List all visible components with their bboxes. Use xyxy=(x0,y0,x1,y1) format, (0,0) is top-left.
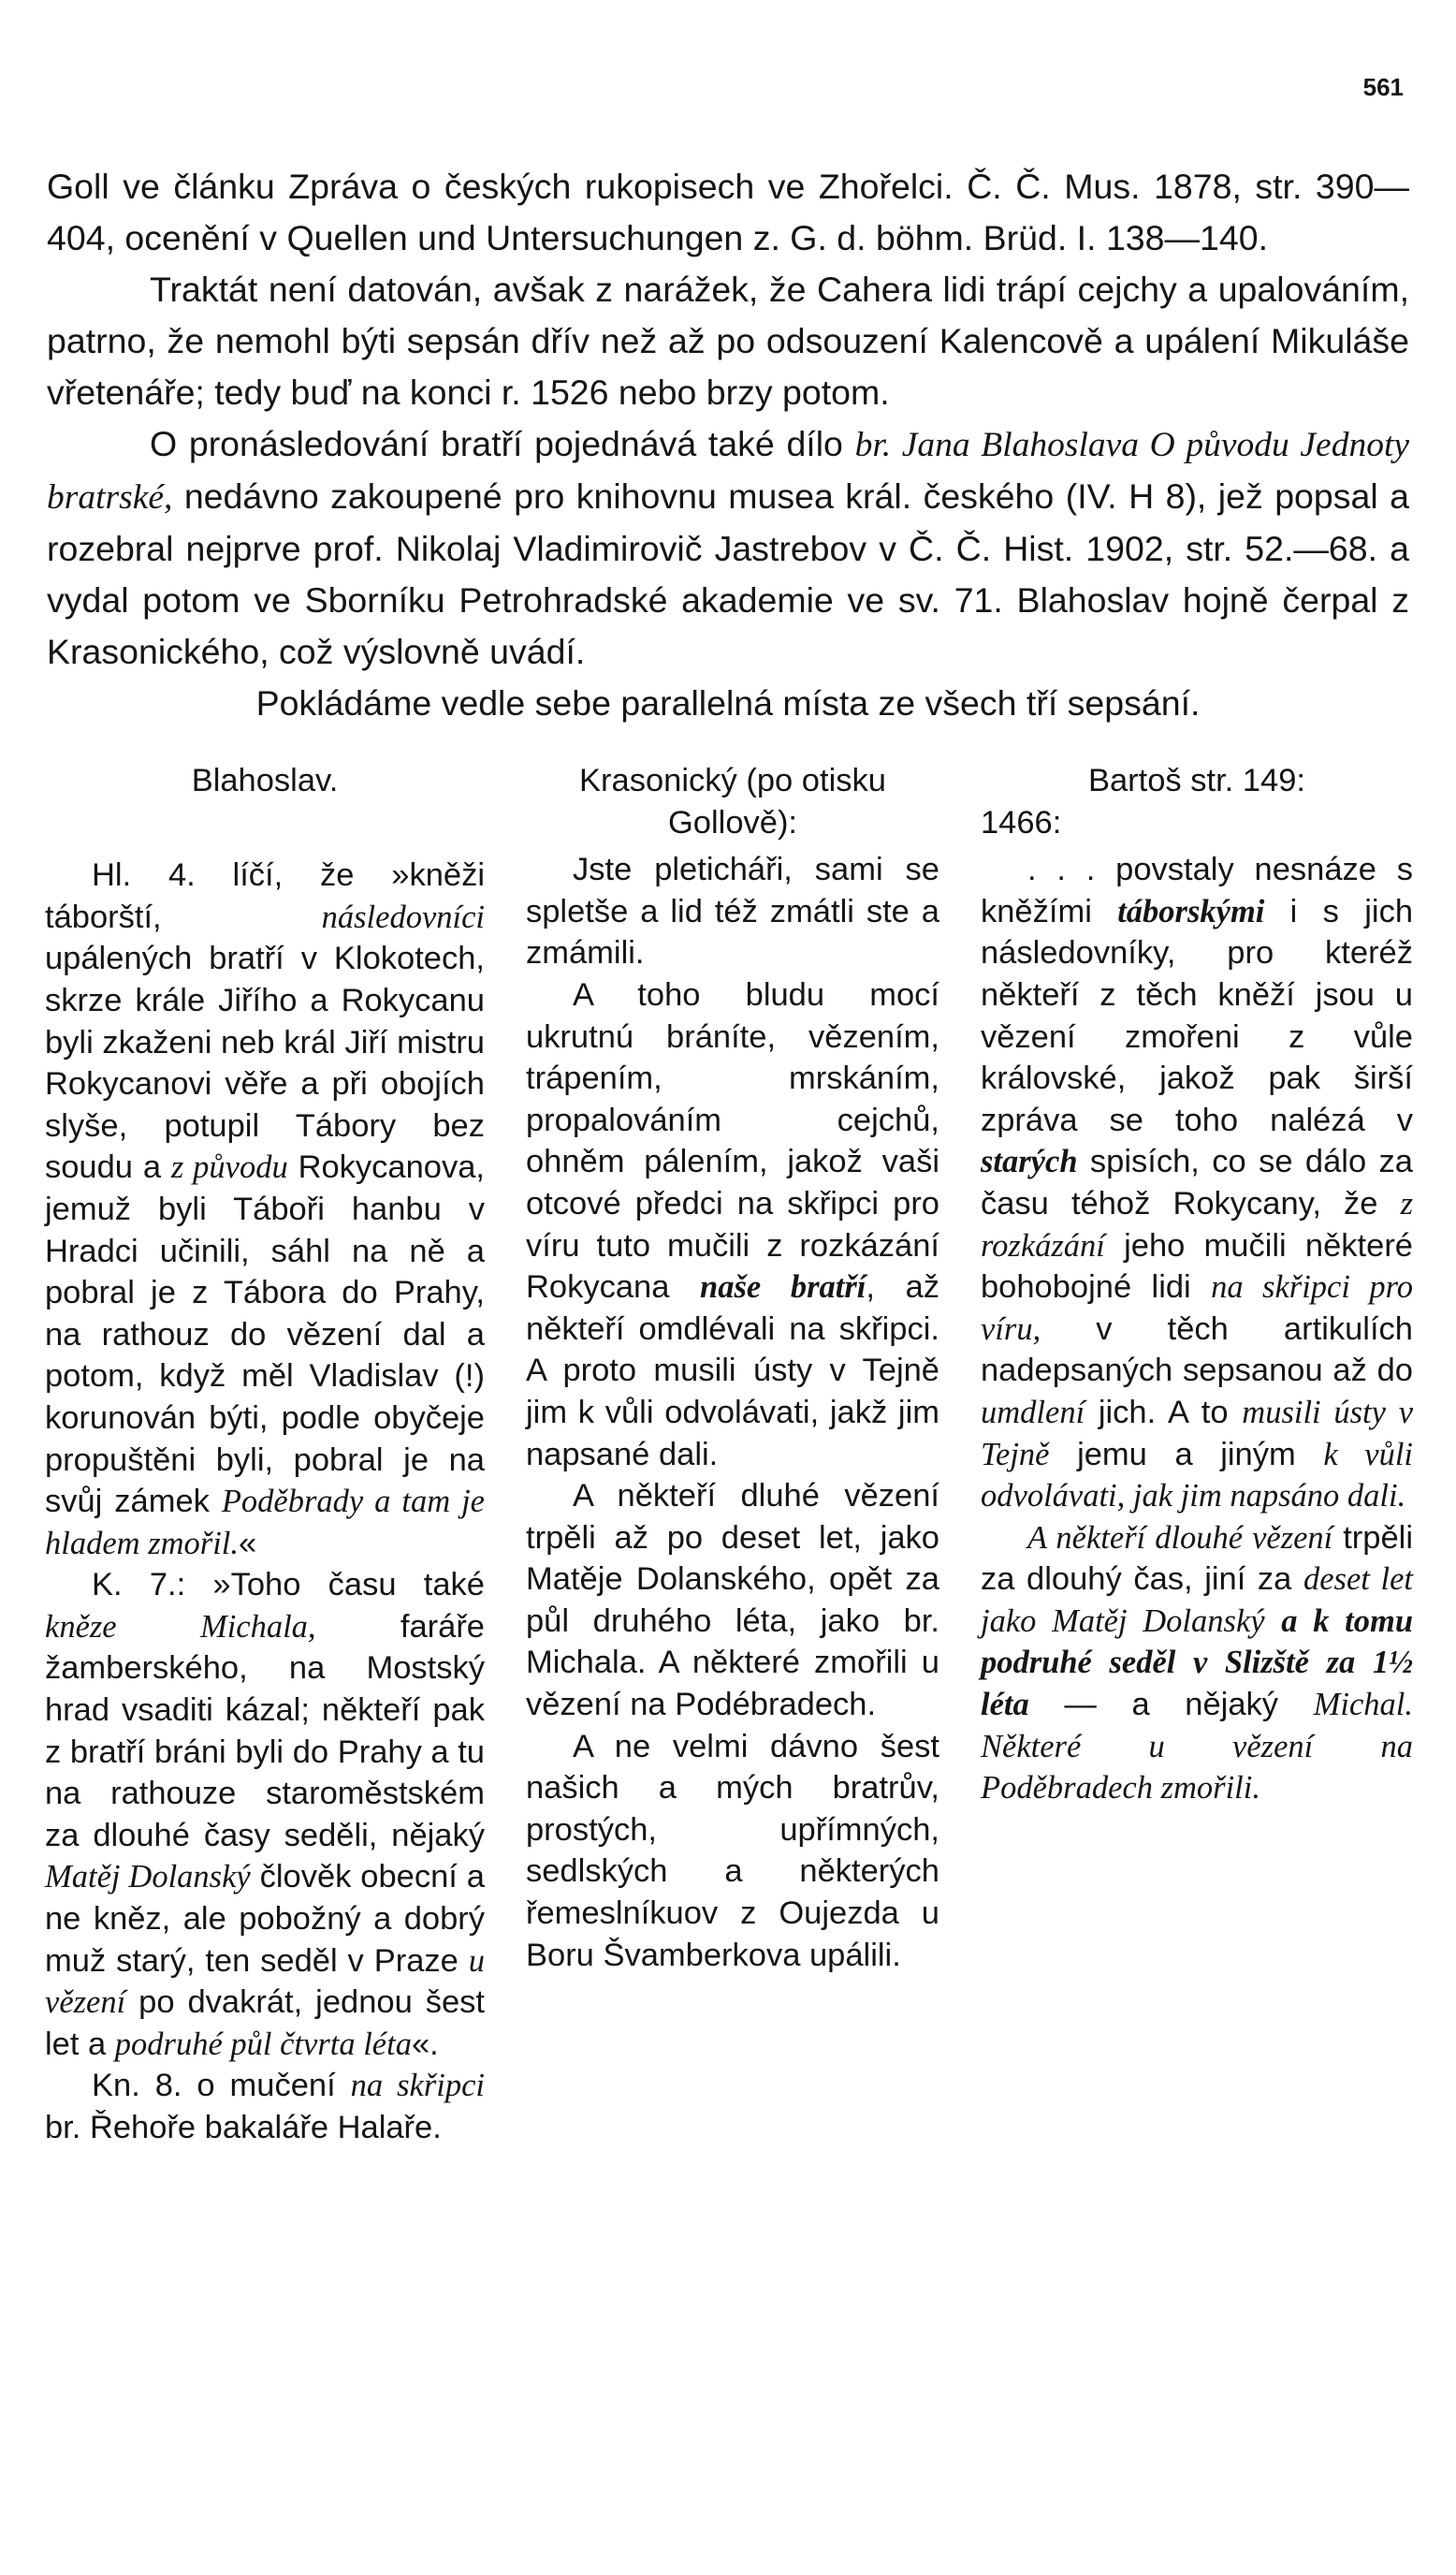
italic-run: na skřipci pro víru, xyxy=(981,1269,1413,1347)
column-header: 1466: xyxy=(981,804,1062,841)
column-paragraph xyxy=(45,2065,485,2148)
text-run: — a nějaký xyxy=(1028,1687,1314,1723)
text-run: A toho bludu mocí ukrutnú bráníte, vězením, trápením, mrskáním, propalováním cejchů, ohněm pálením, jakož vaši otcové předci na skřipci pro víru tuto mučili z rozkázání Rokycana xyxy=(526,976,939,1306)
italic-run: A někteří dlouhé vězení xyxy=(1027,1519,1333,1556)
text-run: br. Řehoře bakaláře Halaře. xyxy=(45,2110,442,2145)
column-header: Gollově): xyxy=(667,804,798,841)
italic-run: kněze Michala, xyxy=(45,1608,316,1645)
text-run: K. 7.: »Toho času také xyxy=(92,1567,485,1603)
column-krasonicky xyxy=(526,760,939,1976)
column-paragraph xyxy=(526,974,939,1475)
text-run: po dvakrát, jednou šest let a xyxy=(45,1984,485,2062)
column-paragraph: A ne velmi dávno šest našich a mých bratrův, prostých, upřímných, sedlských a některých řemeslníkuov z Oujezda u Boru Švamberkova upálili. xyxy=(526,1728,939,1973)
intro-paragraph-3 xyxy=(47,418,1409,678)
column-blahoslav xyxy=(45,760,485,2149)
column-paragraph xyxy=(981,849,1413,1517)
column-paragraph: Jste pleticháři, sami se spletše a lid též zmátli ste a zmámili. xyxy=(526,852,939,972)
italic-run: deset let jako Matěj Dolanský xyxy=(981,1561,1414,1639)
text-run: Rokycanova, jemuž byli Táboři hanbu v Hradci učinili, sáhl na ně a pobral je z Tábora do Prahy, na rathouz do vězení dal a potom, když měl Vladislav (!) korunován býti, podle obyčeje propuštěni byli, pobral je na svůj zámek xyxy=(45,1149,486,1520)
bold-italic-run: starých xyxy=(981,1144,1078,1180)
text-run: « xyxy=(239,1525,257,1561)
column-header: Krasonický (po otisku xyxy=(579,763,886,798)
text-run: nedávno zakoupené pro knihovnu musea král. českého (IV. H 8), jež popsal a rozebral nejprve prof. Nikolaj Vladimirovič Jastrebov v Č. Č. Hist. 1902, str. 52.—68. a vydal potom ve Sborníku Petrohradské akademie ve sv. 71. Blahoslav hojně čerpal z Krasonického, což výslovně uvádí. xyxy=(47,476,1409,671)
italic-run: na skřipci xyxy=(350,2068,485,2104)
text-run: jeho mučili některé bohobojné lidi xyxy=(981,1227,1413,1306)
italic-book-title: br. Jana Blahoslava O původu Jednoty bratrské, xyxy=(47,426,1410,517)
column-header: Blahoslav. xyxy=(191,763,339,798)
text-run: jich. A to xyxy=(1085,1394,1243,1430)
text-run: jemu a jiným xyxy=(1049,1436,1324,1472)
bold-italic-run: a k tomu podruhé seděl v Slizště za 1½ léta xyxy=(981,1602,1414,1723)
bold-italic-run: táborskými xyxy=(1117,893,1265,929)
italic-run: Michal. Některé u vězení na Poděbradech zmořili. xyxy=(981,1687,1413,1807)
italic-run: následovníci xyxy=(321,899,485,935)
italic-run: Matěj Dolanský xyxy=(45,1859,251,1895)
text-run: , až někteří omdlévali na skřipci. A proto musili ústy v Tejně jim k vůli odvolávati, jakž jim napsané dali. xyxy=(526,1269,940,1472)
italic-run: k vůli odvolávati, jak jim napsáno dali. xyxy=(981,1436,1414,1514)
intro-paragraph-2: Traktát není datován, avšak z narážek, že Cahera lidi trápí cejchy a upalováním, patrno, že nemohl býti sepsán dřív než až po odsouzení Kalencově a upálení Mikuláše vřetenáře; tedy buď na konci r. 1526 nebo brzy potom. xyxy=(47,270,1409,412)
column-paragraph xyxy=(45,855,485,1564)
text-run: «. xyxy=(411,2026,439,2062)
text-run: trpěli za dlouhý čas, jiní za xyxy=(981,1519,1413,1598)
column-header-spacer xyxy=(45,808,485,850)
italic-run: musili ústy v Tejně xyxy=(981,1394,1414,1472)
text-run: Kn. 8. o mučení xyxy=(92,2068,351,2104)
text-run: Hl. 4. líčí, že »kněži táborští, xyxy=(45,857,485,935)
text-run: v těch artikulích nadepsaných sepsanou až do xyxy=(981,1310,1413,1389)
italic-run: z rozkázání xyxy=(981,1185,1413,1264)
bold-italic-run: naše bratří xyxy=(700,1269,866,1306)
column-bartos xyxy=(981,760,1413,1809)
text-run: i s jich následovníky, pro kteréž někteří z těch kněží jsou u vězení zmořeni z vůle královské, jakož pak širší zpráva se toho nalézá v xyxy=(981,893,1413,1138)
column-header: Bartoš str. 149: xyxy=(1087,763,1306,798)
italic-run: podruhé půl čtvrta léta xyxy=(114,2026,412,2062)
page-number: 561 xyxy=(1362,73,1404,101)
column-paragraph xyxy=(981,1517,1413,1809)
intro-text xyxy=(47,161,1409,729)
text-run: upálených bratří v Klokotech, skrze krále Jiřího a Rokycanu byli zkaženi neb král Jiří mistru Rokycanovi věře a při obojích slyše, potupil Tábory bez soudu a xyxy=(45,941,485,1186)
italic-run: umdlení xyxy=(981,1394,1085,1430)
text-run: člověk obecní a ne kněz, ale pobožný a dobrý muž starý, ten seděl v Praze xyxy=(45,1859,485,1979)
text-run xyxy=(1265,1603,1282,1639)
column-paragraph: A někteří dluhé vězení trpěli až po deset let, jako Matěje Dolanského, opět za půl druhého léta, jako br. Michala. A některé zmořili u vězení na Podébradech. xyxy=(526,1478,939,1723)
text-run: O pronásledování bratří pojednává také dílo xyxy=(150,424,855,463)
column-paragraph xyxy=(45,1564,485,2065)
italic-run: Poděbrady a tam je hladem zmořil. xyxy=(45,1484,485,1561)
intro-paragraph-1: Goll ve článku Zpráva o českých rukopisech ve Zhořelci. Č. Č. Mus. 1878, str. 390—404, ocenění v Quellen und Untersuchungen z. G. d. böhm. Brüd. I. 138—140. xyxy=(47,167,1409,257)
italic-run: u vězení xyxy=(45,1942,485,2021)
text-run: . . . povstaly nesnáze s kněžími xyxy=(981,852,1413,929)
intro-paragraph-4: Pokládáme vedle sebe parallelná místa ze všech tří sepsání. xyxy=(255,683,1201,723)
text-run: spisích, co se dálo za času téhož Rokycany, že xyxy=(981,1144,1413,1222)
text-run: faráře žamberského, na Mostský hrad vsaditi kázal; někteří pak z bratří bráni byli do Prahy a tu na rathouze staroměstském za dlouhé časy seděli, nějaký xyxy=(45,1608,485,1853)
italic-run: z původu xyxy=(170,1149,288,1186)
